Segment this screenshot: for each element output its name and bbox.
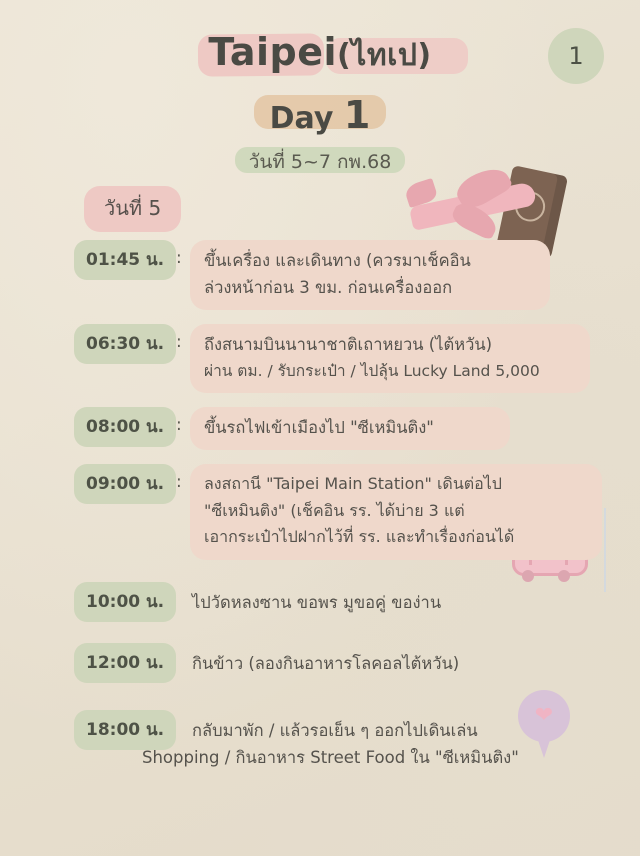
schedule-time: 06:30 น. xyxy=(74,324,176,364)
schedule-line: ไปวัดหลงซาน ขอพร มูขอคู่ ของ่าน xyxy=(192,592,442,612)
schedule-separator: : xyxy=(176,248,182,268)
schedule-row xyxy=(0,710,640,780)
schedule-line: กินข้าว (ลองกินอาหารโลคอลไต้หวัน) xyxy=(192,653,460,673)
schedule-line: ลงสถานี "Taipei Main Station" เดินต่อไป xyxy=(204,474,502,494)
day-word: Day xyxy=(269,101,334,136)
page-subtitle xyxy=(235,145,406,179)
schedule-body xyxy=(190,582,640,625)
title-text-en: Taipei xyxy=(208,30,338,74)
schedule-time: 10:00 น. xyxy=(74,582,176,622)
schedule-body xyxy=(190,324,590,393)
schedule-line: "ซีเหมินติง" (เช็คอิน รร. ได้บ่าย 3 แต่ xyxy=(204,500,465,520)
schedule-time: 01:45 น. xyxy=(74,240,176,280)
schedule-time: 12:00 น. xyxy=(74,643,176,683)
schedule-row xyxy=(0,464,640,559)
schedule-time: 08:00 น. xyxy=(74,407,176,447)
schedule-row xyxy=(0,240,640,310)
schedule-line: กลับมาพัก / แล้วรอเย็น ๆ ออกไปเดินเล่น xyxy=(192,721,478,741)
schedule-row xyxy=(0,643,640,686)
schedule-row xyxy=(0,407,640,450)
schedule-body xyxy=(190,464,602,559)
title-text-th: (ไทเป) xyxy=(337,38,432,73)
schedule-line: เอากระเป๋าไปฝากไว้ที่ รร. และทำเรื่องก่อนได้ xyxy=(204,527,515,547)
schedule-row xyxy=(0,324,640,393)
day-number: 1 xyxy=(343,93,371,137)
schedule-body xyxy=(190,407,510,450)
date-chip: วันที่ 5 xyxy=(84,186,181,232)
day-label xyxy=(254,91,387,139)
schedule-body xyxy=(142,710,640,780)
schedule-row xyxy=(0,582,640,625)
schedule-list xyxy=(0,240,640,786)
page-number-badge: 1 xyxy=(548,28,604,84)
schedule-time: 09:00 น. xyxy=(74,464,176,504)
page-title xyxy=(190,26,449,85)
heart-icon: ❤ xyxy=(534,703,554,728)
schedule-time: 18:00 น. xyxy=(74,710,176,750)
schedule-body xyxy=(190,643,640,686)
schedule-separator: : xyxy=(176,332,182,353)
schedule-line: ถึงสนามบินนานาชาติเถาหยวน (ไต้หวัน) xyxy=(204,335,493,355)
schedule-body xyxy=(190,240,550,310)
subtitle-text: วันที่ 5~7 กพ.68 xyxy=(248,151,392,173)
page-header xyxy=(0,26,640,179)
schedule-line: ขึ้นรถไฟเข้าเมืองไป "ซีเหมินติง" xyxy=(204,418,434,438)
schedule-line: ล่วงหน้าก่อน 3 ขม. ก่อนเครื่องออก xyxy=(204,278,453,298)
schedule-line: ผ่าน ตม. / รับกระเป๋า / ไปลุ้น Lucky Land 5,000 xyxy=(204,361,540,380)
schedule-separator: : xyxy=(176,415,182,436)
schedule-line: ขึ้นเครื่อง และเดินทาง (ควรมาเช็คอิน xyxy=(204,251,471,270)
schedule-line: Shopping / กินอาหาร Street Food ใน "ซีเหมินติง" xyxy=(142,748,519,768)
schedule-separator: : xyxy=(176,472,182,493)
